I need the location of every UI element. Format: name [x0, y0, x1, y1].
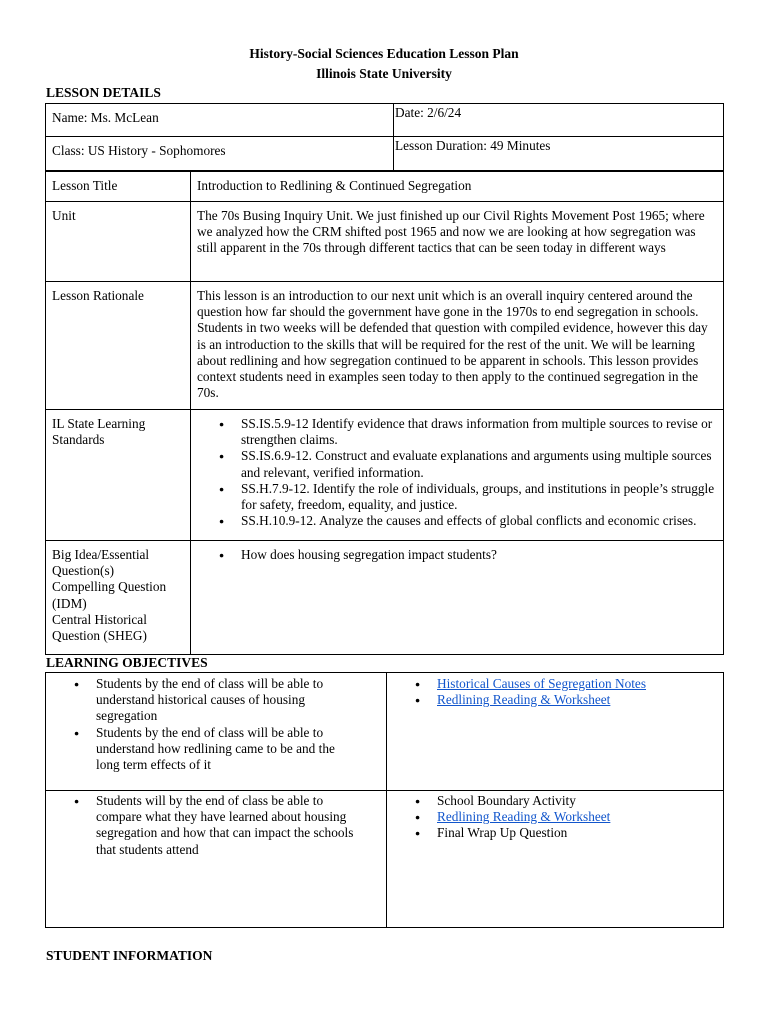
lesson-details-table	[45, 171, 724, 655]
table-row	[46, 172, 724, 202]
list-item	[437, 809, 717, 825]
table-row	[46, 202, 724, 282]
list-item: ● How does housing segregation impact students?	[241, 547, 717, 563]
unit-value: The 70s Busing Inquiry Unit. We just finished up our Civil Rights Movement Post 1965; where we analyzed how the CRM shifted post 1965 and now we are looking at how segregation was still apparent in the 70s through different tactics that can be seen today in different ways	[197, 208, 705, 256]
name-cell	[46, 104, 394, 137]
table-row	[46, 673, 724, 791]
teacher-name: Name: Ms. McLean	[52, 110, 159, 125]
list-item: ● SS.IS.5.9-12 Identify evidence that draws information from multiple sources to revise or strengthen claims.	[241, 416, 717, 448]
big-idea-label: Big Idea/Essential Question(s) Compelling Question (IDM) Central Historical Question (SHEG)	[52, 547, 167, 644]
standards-list	[197, 416, 717, 529]
big-idea-list	[197, 547, 717, 563]
objectives-list	[52, 793, 358, 858]
lesson-title-label: Lesson Title	[52, 178, 118, 193]
list-item: ● Students will by the end of class be able to compare what they have learned about housing segregation and how that can impact the schools that students attend	[96, 793, 358, 858]
rationale-label: Lesson Rationale	[52, 288, 144, 303]
table-row	[46, 282, 724, 410]
list-item: ● SS.H.10.9-12. Analyze the causes and effects of global conflicts and economic crises.	[241, 513, 717, 529]
redlining-worksheet-link[interactable]: Redlining Reading & Worksheet	[437, 809, 611, 825]
resources-list	[393, 793, 717, 842]
list-item: ● SS.IS.6.9-12. Construct and evaluate explanations and arguments using multiple sources and relevant, verified information.	[241, 448, 717, 480]
segregation-notes-link[interactable]: Historical Causes of Segregation Notes	[437, 676, 647, 691]
lesson-title-value: Introduction to Redlining & Continued Segregation	[197, 178, 472, 193]
lesson-date: Date: 2/6/24	[395, 105, 462, 120]
resources-list	[393, 676, 717, 708]
table-row	[46, 541, 724, 655]
class-cell	[46, 137, 394, 171]
duration-cell	[394, 137, 724, 171]
learning-objectives-heading: LEARNING OBJECTIVES	[46, 655, 208, 670]
rationale-value: This lesson is an introduction to our next unit which is an overall inquiry centered around the question how far should the government have gone in the 1970s to end segregation in schools. Students in two weeks will be defended that question with compiled evidence, however this day is an introduction to the skills that will be required for the rest of the unit. We will be learning about redlining and how segregation continued to be apparent in schools. This lesson provides context students need in examples seen today to then apply to the continued segregation in the 70s.	[197, 288, 708, 401]
table-row	[46, 791, 724, 928]
list-item: ● Students by the end of class will be able to understand historical causes of housing segregation	[96, 676, 358, 725]
list-item: ● Final Wrap Up Question	[437, 825, 717, 841]
teacher-info-table	[45, 103, 724, 171]
standards-label: IL State Learning Standards	[52, 416, 146, 448]
list-item: ● Students by the end of class will be able to understand how redlining came to be and the long term effects of it	[96, 725, 358, 774]
list-item: ● SS.H.7.9-12. Identify the role of individuals, groups, and institutions in people’s struggle for safety, freedom, equality, and justice.	[241, 481, 717, 513]
unit-label: Unit	[52, 208, 76, 223]
document-title: History-Social Sciences Education Lesson Plan	[249, 46, 519, 61]
list-item	[437, 676, 717, 692]
objectives-list	[52, 676, 358, 773]
list-item: ● School Boundary Activity	[437, 793, 717, 809]
redlining-worksheet-link[interactable]: Redlining Reading & Worksheet	[437, 692, 611, 708]
list-item	[437, 692, 717, 708]
class-name: Class: US History - Sophomores	[52, 143, 226, 158]
student-information-heading: STUDENT INFORMATION	[46, 948, 213, 963]
lesson-details-heading: LESSON DETAILS	[46, 85, 161, 100]
document-subtitle: Illinois State University	[316, 66, 452, 81]
learning-objectives-table	[45, 672, 724, 928]
date-cell	[394, 104, 724, 137]
lesson-duration: Lesson Duration: 49 Minutes	[395, 138, 551, 153]
table-row	[46, 410, 724, 541]
